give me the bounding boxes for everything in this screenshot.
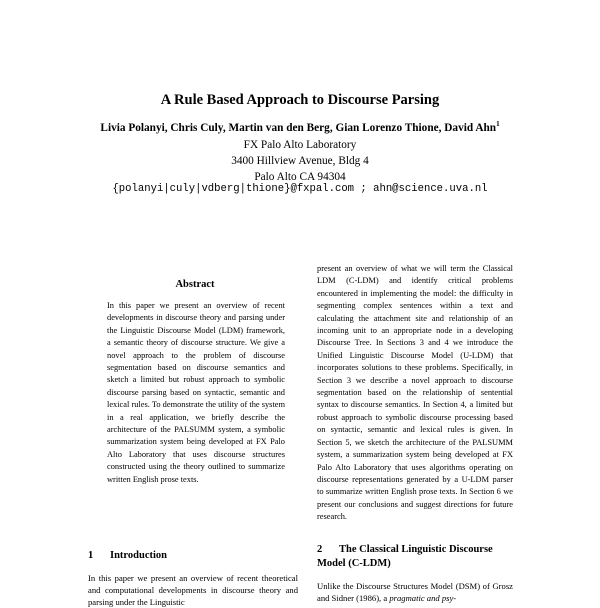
author-footnote-marker: 1 <box>496 120 500 128</box>
section-1-title: Introduction <box>110 550 167 561</box>
address-street: 3400 Hillview Avenue, Bldg 4 <box>231 155 369 167</box>
affiliation: FX Palo Alto Laboratory <box>243 139 357 151</box>
author-emails: {polanyi|culy|vdberg|thione}@fxpal.com ; ahn@science.uva.nl <box>112 183 488 195</box>
author-names: Livia Polanyi, Chris Culy, Martin van den Berg, Gian Lorenzo Thione, David Ahn <box>100 121 497 134</box>
section-2-text-plain: Unlike the Discourse Structures Model (DSM) of Grosz and Sidner (1986), a <box>317 581 513 603</box>
section-1-text: In this paper we present an overview of recent theoretical and computational developments in discourse theory and parsing under the Linguistic <box>88 573 298 607</box>
section-2-number: 2 <box>317 544 323 555</box>
abstract-heading: Abstract <box>175 279 215 290</box>
right-column-text: present an overview of what we will term the Classical LDM (C-LDM) and identify critical problems encountered in implementing the model: the difficulty in segmenting complex sentences within a text and calculating the attachment site and relationship of an incoming unit to an appropriate node in a developing Discourse Tree. In Sections 3 and 4 we introduce the Unified Linguistic Discourse Model (U-LDM) that incorporates solutions to these problems. Specifically, in Section 3 we describe a novel approach to discourse segmentation based on the relationship of sentential syntax to discourse semantics. In Section 4, a limited but robust approach to symbolic discourse processing based on syntactic, semantic and lexical rules is given. In Section 5, we sketch the architecture of the PALSUMM system, a summarization system being developed at FX Palo Alto Laboratory that uses algorithms operating on discourse representations generated by a U-LDM parser to summarize written English prose texts. In Section 6 we present our conclusions and suggest directions for future research. <box>317 264 513 522</box>
author-list <box>0 120 600 134</box>
address-city: Palo Alto CA 94304 <box>254 171 346 183</box>
section-1-number: 1 <box>88 550 94 561</box>
paper-title: A Rule Based Approach to Discourse Parsing <box>160 92 440 108</box>
section-2-text <box>317 581 513 605</box>
section-1-heading <box>88 550 167 561</box>
section-2-title: The Classical Linguistic Discourse Model (C-LDM) <box>317 544 493 569</box>
abstract-text: In this paper we present an overview of recent developments in discourse theory and parsing under the Linguistic Discourse Model (LDM) framework, a semantic theory of discourse structure. We give a novel approach to the problem of discourse segmentation based on discourse semantics and sketch a limited but robust approach to symbolic discourse parsing based on syntactic, semantic and lexical rules. To demonstrate the utility of the system in a real application, we briefly describe the architecture of the PALSUMM system, a symbolic summarization system being developed at FX Palo Alto Laboratory that uses discourse structures constructed using the theory outlined to summarize written English prose texts. <box>107 301 285 484</box>
section-2-text-italic: pragmatic and psy- <box>389 592 457 603</box>
section-2-heading <box>317 543 513 571</box>
